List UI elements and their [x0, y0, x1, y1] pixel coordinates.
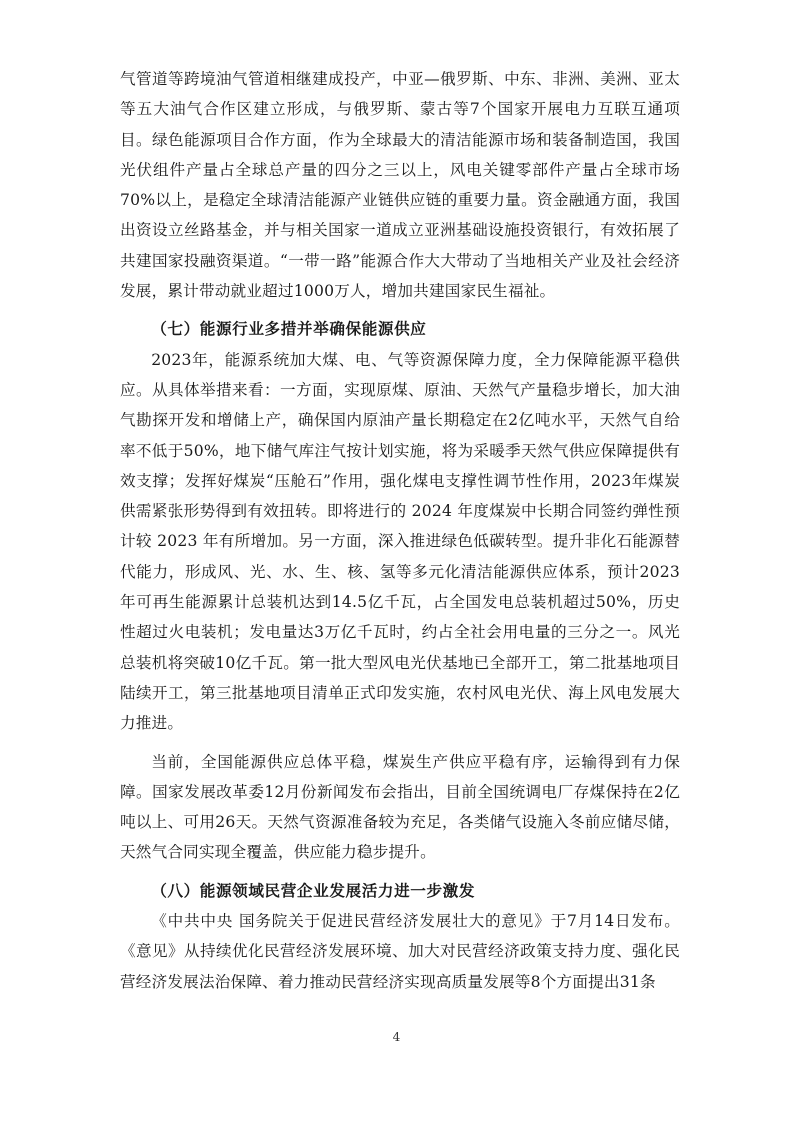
- paragraph-current-supply: 当前，全国能源供应总体平稳，煤炭生产供应平稳有序，运输得到有力保障。国家发展改革委12月份新闻发布会指出，目前全国统调电厂存煤保持在2亿吨以上、可用26天。天然气资源准备较为充足，各类储气设施入冬前应储尽储，天然气合同实现全覆盖，供应能力稳步提升。: [120, 752, 680, 862]
- section-heading-eight: （八）能源领域民营企业发展活力进一步激发: [151, 881, 476, 900]
- paragraph-energy-cooperation: 气管道等跨境油气管道相继建成投产，中亚—俄罗斯、中东、非洲、美洲、亚太等五大油气合作区建立形成，与俄罗斯、蒙古等7个国家开展电力互联互通项目。绿色能源项目合作方面，作为全球最大的清洁能源市场和装备制造国，我国光伏组件产量占全球总产量的四分之三以上，风电关键零部件产量占全球市场70%以上，是稳定全球清洁能源产业链供应链的重要力量。资金融通方面，我国出资设立丝路基金，并与相关国家一道成立亚洲基础设施投资银行，有效拓展了共建国家投融资渠道。“一带一路”能源合作大大带动了当地相关产业及社会经济发展，累计带动就业超过1000万人，增加共建国家民生福祉。: [120, 70, 680, 301]
- section-heading-seven: （七）能源行业多措并举确保能源供应: [151, 320, 427, 339]
- spacer: [120, 306, 680, 314]
- paragraph-private-economy-opinion: 《中共中央 国务院关于促进民营经济发展壮大的意见》于7月14日发布。《意见》从持续优化民营经济发展环境、加大对民营经济政策支持力度、强化民营经济发展法治保障、着力推动民营经济实现高质量发展等8个方面提出31条: [120, 912, 680, 991]
- document-body: [120, 64, 680, 997]
- spacer: [120, 868, 680, 876]
- paragraph-energy-supply-measures: 2023年，能源系统加大煤、电、气等资源保障力度，全力保障能源平稳供应。从具体举措来看：一方面，实现原煤、原油、天然气产量稳步增长，加大油气勘探开发和增储上产，确保国内原油产量长期稳定在2亿吨水平，天然气自给率不低于50%，地下储气库注气按计划实施，将为采暖季天然气供应保障提供有效支撑；发挥好煤炭“压舱石”作用，强化煤电支撑性调节性作用，2023年煤炭供需紧张形势得到有效扭转。即将进行的 2024 年度煤炭中长期合同签约弹性预计较 2023 年有所增加。另一方面，深入推进绿色低碳转型。提升非化石能源替代能力，形成风、光、水、生、核、氢等多元化清洁能源供应体系，预计2023年可再生能源累计总装机达到14.5亿千瓦，占全国发电总装机超过50%，历史性超过火电装机；发电量达3万亿千瓦时，约占全社会用电量的三分之一。风光总装机将突破10亿千瓦。第一批大型风电光伏基地已全部开工，第二批基地项目陆续开工，第三批基地项目清单正式印发实施，农村风电光伏、海上风电发展大力推进。: [120, 350, 680, 733]
- page-number: 4: [392, 1030, 401, 1044]
- spacer: [120, 739, 680, 747]
